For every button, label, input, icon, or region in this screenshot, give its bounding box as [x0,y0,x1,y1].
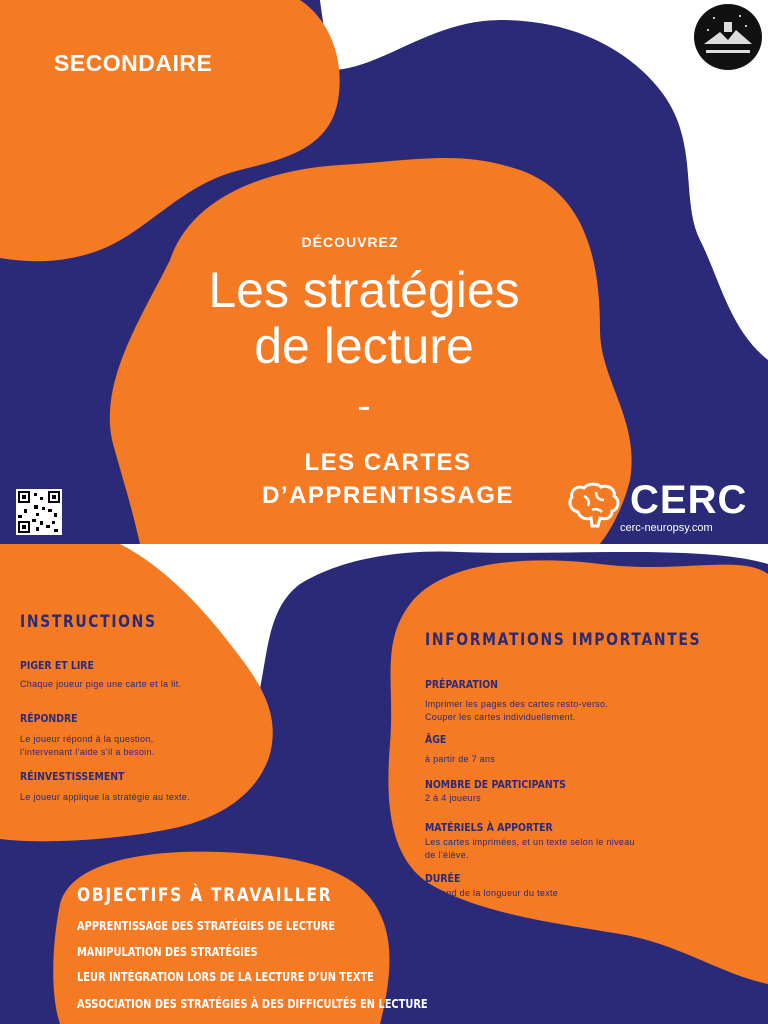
instruction-title-1: PIGER ET LIRE [20,659,94,672]
info-materials-line2: de l’élève. [425,850,469,860]
info-materials-text [425,836,635,862]
objective-item-1: APPRENTISSAGE DES STRATÉGIES DE LECTURE [77,919,336,933]
info-participants-title: NOMBRE DE PARTICIPANTS [425,778,566,791]
logo-badge-icon [694,4,762,70]
info-heading: INFORMATIONS IMPORTANTES [425,630,702,650]
info-materials-line1: Les cartes imprimées, et un texte selon le niveau [425,837,635,847]
instructions-section [0,544,768,1024]
title-dash: - [357,384,371,428]
objective-item-2: MANIPULATION DES STRATÉGIES [77,945,258,959]
instruction-text-2 [20,733,155,759]
info-materials-title: MATÉRIELS À APPORTER [425,821,553,834]
objective-item-3: LEUR INTÉGRATION LORS DE LA LECTURE D’UN TEXTE [77,970,374,984]
main-title-line2: de lecture [254,318,474,374]
instruction-title-2: RÉPONDRE [20,712,78,725]
objectives-heading: OBJECTIFS À TRAVAILLER [77,884,333,906]
level-label: SECONDAIRE [54,50,213,76]
brand-name: CERC [630,478,748,522]
info-preparation-line1: Imprimer les pages des cartes resto-verso. [425,699,609,709]
subtitle-line1: LES CARTES [304,449,472,476]
info-preparation-line2: Couper les cartes individuellement. [425,712,576,722]
brain-icon [566,482,622,530]
instruction-title-3: RÉINVESTISSEMENT [20,770,125,783]
main-title [0,262,728,374]
instruction-text-3: Le joueur applique la stratégie au texte. [20,792,190,802]
instruction-text-2-line1: Le joueur répond à la question, [20,734,154,744]
info-participants-text: 2 à 4 joueurs [425,793,481,803]
main-title-line1: Les stratégies [208,262,520,318]
instructions-heading: INSTRUCTIONS [20,612,157,632]
instruction-text-2-line2: l’intervenant l’aide s’il a besoin. [20,747,155,757]
subtitle-line2: D’APPRENTISSAGE [262,482,514,509]
discover-label: DÉCOUVREZ [301,234,399,250]
instruction-text-1: Chaque joueur pige une carte et la lit. [20,679,182,689]
objective-item-4: ASSOCIATION DES STRATÉGIES À DES DIFFICULTÉS EN LECTURE [77,997,428,1011]
info-age-text: à partir de 7 ans [425,754,496,764]
qr-code-icon [16,489,62,535]
info-preparation-text [425,698,608,724]
info-duration-text: dépend de la longueur du texte [425,888,559,898]
info-preparation-title: PRÉPARATION [425,678,499,691]
info-age-title: ÂGE [425,733,447,746]
brand-url: cerc-neuropsy.com [620,522,713,534]
info-duration-title: DURÉE [425,872,461,885]
